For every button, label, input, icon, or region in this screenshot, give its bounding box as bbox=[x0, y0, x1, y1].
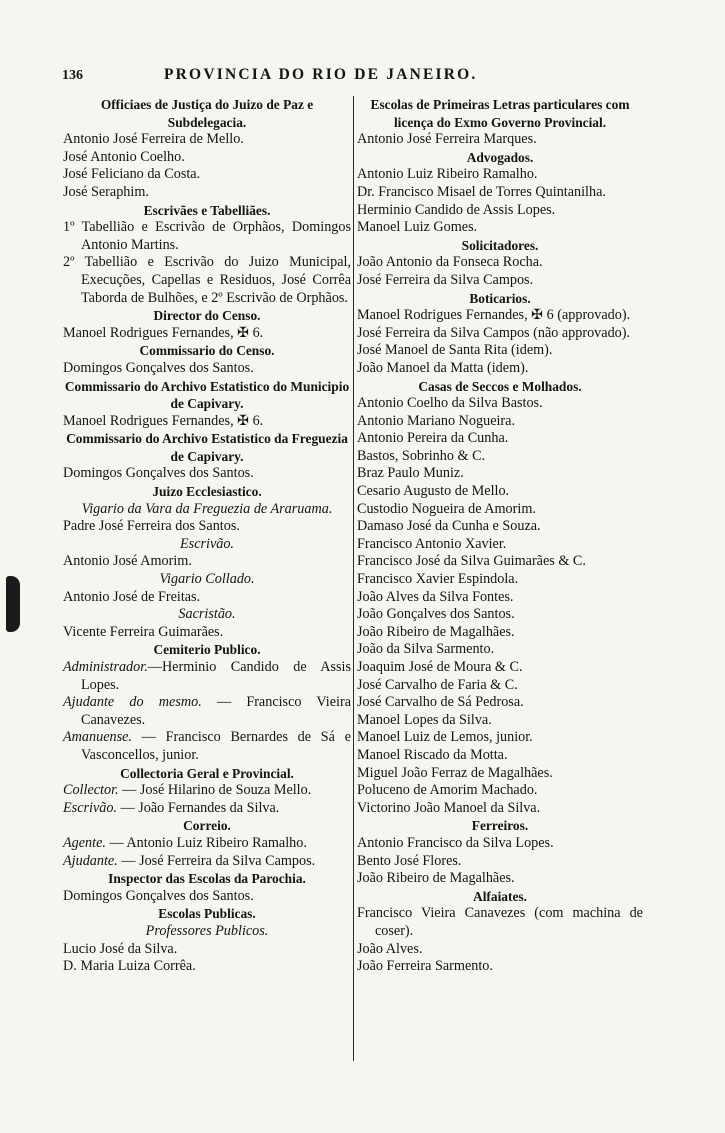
left-section-heading: Commissario do Censo. bbox=[139, 343, 275, 359]
left-italic-subheading: Sacristão. bbox=[178, 606, 236, 623]
right-entry: Braz Paulo Muniz. bbox=[357, 465, 464, 482]
left-italic-subheading: Vigario da Vara da Freguezia de Araruama. bbox=[81, 500, 333, 517]
left-entry: 2º Tabellião e Escrivão do Juizo Municipal, Execuções, Capellas e Residuos, José Corrêa Taborda de Bulhões, e 2º Escrivão de Orphãos. bbox=[63, 254, 351, 306]
office-label: Collector. bbox=[63, 782, 119, 799]
right-entry: Damaso José da Cunha e Souza. bbox=[357, 518, 541, 535]
office-label: Ajudante. bbox=[63, 852, 118, 869]
right-entry: Antonio Pereira da Cunha. bbox=[357, 430, 509, 447]
left-section-heading: Collectoria Geral e Provincial. bbox=[120, 765, 294, 781]
left-section-heading: Commissario do Archivo Estatistico do Municipio de Capivary. bbox=[64, 378, 350, 412]
right-entry: Victorino João Manoel da Silva. bbox=[357, 799, 541, 816]
left-entry: Manoel Rodrigues Fernandes, ✠ 6. bbox=[63, 412, 264, 429]
right-entry: João da Silva Sarmento. bbox=[357, 641, 495, 658]
left-entry: Manoel Rodrigues Fernandes, ✠ 6. bbox=[63, 324, 264, 341]
right-entry: João Alves. bbox=[357, 940, 423, 957]
left-entry: José Antonio Coelho. bbox=[63, 148, 185, 165]
left-entry: José Seraphim. bbox=[63, 183, 149, 200]
right-entry: João Alves da Silva Fontes. bbox=[357, 588, 514, 605]
right-section-heading: Solicitadores. bbox=[461, 237, 539, 253]
left-entry: Lucio José da Silva. bbox=[63, 940, 178, 957]
left-entry: Domingos Gonçalves dos Santos. bbox=[63, 465, 254, 482]
left-labeled-entry bbox=[63, 853, 351, 871]
left-italic-subheading: Professores Publicos. bbox=[145, 922, 269, 939]
office-label: Agente. bbox=[63, 834, 106, 851]
left-italic-subheading: Escrivão. bbox=[180, 535, 234, 552]
right-entry: Bento José Flores. bbox=[357, 852, 462, 869]
left-entry: José Feliciano da Costa. bbox=[63, 166, 201, 183]
left-labeled-entry bbox=[63, 782, 351, 800]
office-holder: — Antonio Luiz Ribeiro Ramalho. bbox=[105, 834, 307, 851]
left-column bbox=[63, 96, 351, 976]
right-entry: Antonio Mariano Nogueira. bbox=[357, 412, 515, 429]
left-section-heading: Inspector das Escolas da Parochia. bbox=[108, 871, 306, 887]
right-entry: Francisco Xavier Espindola. bbox=[357, 571, 519, 588]
running-header bbox=[62, 66, 652, 88]
office-label: Amanuense. bbox=[63, 729, 132, 746]
right-entry: Miguel João Ferraz de Magalhães. bbox=[357, 764, 553, 781]
right-entry: João Manoel da Matta (idem). bbox=[357, 359, 529, 376]
office-holder: — João Fernandes da Silva. bbox=[116, 799, 280, 816]
right-entry: João Ribeiro de Magalhães. bbox=[357, 623, 515, 640]
left-entry: Domingos Gonçalves dos Santos. bbox=[63, 359, 254, 376]
left-entry: Antonio José Ferreira de Mello. bbox=[63, 131, 244, 148]
right-entry: Francisco Vieira Canavezes (com machina de coser). bbox=[357, 905, 643, 939]
office-holder: — Francisco Vieira Canavezes. bbox=[81, 694, 351, 728]
right-entry: Dr. Francisco Misael de Torres Quintanilha. bbox=[357, 183, 606, 200]
right-entry: Bastos, Sobrinho & C. bbox=[357, 447, 486, 464]
right-section-heading: Casas de Seccos e Molhados. bbox=[418, 378, 582, 394]
right-section-heading: Escolas de Primeiras Letras particulares com licença do Exmo Governo Provincial. bbox=[370, 97, 630, 130]
right-entry: Manoel Lopes da Silva. bbox=[357, 711, 492, 728]
column-divider bbox=[353, 96, 354, 1061]
left-section-heading: Cemiterio Publico. bbox=[153, 642, 261, 658]
right-entry: Joaquim José de Moura & C. bbox=[357, 659, 523, 675]
left-labeled-entry bbox=[63, 835, 351, 853]
left-section-heading: Director do Censo. bbox=[153, 308, 261, 324]
right-entry: Herminio Candido de Assis Lopes. bbox=[357, 201, 556, 218]
right-entry: João Ferreira Sarmento. bbox=[357, 958, 493, 975]
left-section-heading: Escrivães e Tabelliães. bbox=[143, 202, 271, 218]
right-entry: Custodio Nogueira de Amorim. bbox=[357, 500, 536, 517]
right-column bbox=[357, 96, 643, 976]
right-entry: Antonio Francisco da Silva Lopes. bbox=[357, 834, 554, 851]
right-entry: Poluceno de Amorim Machado. bbox=[357, 782, 538, 799]
office-label: Administrador. bbox=[63, 659, 148, 675]
right-entry: Antonio Luiz Ribeiro Ramalho. bbox=[357, 166, 538, 183]
right-entry: Manoel Rodrigues Fernandes, ✠ 6 (approvado). bbox=[357, 307, 631, 324]
ink-blot bbox=[6, 576, 20, 632]
left-italic-subheading: Vigario Collado. bbox=[159, 571, 255, 588]
left-labeled-entry bbox=[63, 729, 351, 764]
office-holder: — José Hilarino de Souza Mello. bbox=[118, 782, 312, 799]
right-entry: Antonio Coelho da Silva Bastos. bbox=[357, 395, 543, 412]
right-entry: Manoel Riscado da Motta. bbox=[357, 746, 508, 763]
office-holder: —Herminio Candido de Assis Lopes. bbox=[81, 659, 351, 693]
office-holder: — José Ferreira da Silva Campos. bbox=[117, 852, 316, 869]
left-section-heading: Escolas Publicas. bbox=[158, 906, 256, 922]
left-entry: Domingos Gonçalves dos Santos. bbox=[63, 887, 254, 904]
office-label: Ajudante do mesmo. bbox=[63, 694, 202, 711]
left-entry: D. Maria Luiza Corrêa. bbox=[63, 958, 196, 975]
left-section-heading: Correio. bbox=[183, 818, 231, 834]
right-section-heading: Ferreiros. bbox=[471, 818, 529, 834]
right-entry: Francisco Antonio Xavier. bbox=[357, 535, 507, 552]
right-entry: José Ferreira da Silva Campos (não approvado). bbox=[357, 324, 631, 341]
left-entry: Vicente Ferreira Guimarães. bbox=[63, 623, 224, 640]
left-section-heading: Officiaes de Justiça do Juizo de Paz e Subdelegacia. bbox=[100, 97, 314, 130]
left-labeled-entry bbox=[63, 800, 351, 818]
left-labeled-entry bbox=[63, 659, 351, 694]
right-entry: José Ferreira da Silva Campos. bbox=[357, 271, 534, 288]
left-entry: Padre José Ferreira dos Santos. bbox=[63, 518, 240, 535]
left-labeled-entry bbox=[63, 694, 351, 729]
right-entry: José Carvalho de Faria & C. bbox=[357, 676, 518, 693]
office-holder: — Francisco Bernardes de Sá e Vasconcellos, junior. bbox=[81, 729, 351, 763]
right-entry: José Manoel de Santa Rita (idem). bbox=[357, 342, 553, 359]
right-entry: Manoel Luiz Gomes. bbox=[357, 219, 478, 236]
left-entry: Antonio José Amorim. bbox=[63, 553, 192, 570]
office-label: Escrivão. bbox=[63, 799, 117, 816]
right-section-heading: Advogados. bbox=[466, 149, 534, 165]
right-entry: João Ribeiro de Magalhães. bbox=[357, 870, 515, 887]
right-entry: Cesario Augusto de Mello. bbox=[357, 483, 510, 500]
right-entry: Manoel Luiz de Lemos, junior. bbox=[357, 729, 533, 746]
right-entry: Francisco José da Silva Guimarães & C. bbox=[357, 553, 586, 570]
page-number: 136 bbox=[62, 68, 83, 83]
left-entry: 1º Tabellião e Escrivão de Orphãos, Domingos Antonio Martins. bbox=[63, 219, 351, 253]
right-section-heading: Alfaiates. bbox=[473, 888, 527, 904]
right-section-heading: Boticarios. bbox=[469, 290, 531, 306]
left-entry: Antonio José de Freitas. bbox=[63, 588, 201, 605]
right-entry: José Carvalho de Sá Pedrosa. bbox=[357, 694, 524, 711]
left-section-heading: Commissario do Archivo Estatistico da Freguezia de Capivary. bbox=[66, 431, 348, 464]
right-entry: Antonio José Ferreira Marques. bbox=[357, 131, 537, 148]
page-title: PROVINCIA DO RIO DE JANEIRO. bbox=[164, 66, 478, 83]
left-section-heading: Juizo Ecclesiastico. bbox=[152, 484, 262, 500]
right-entry: João Antonio da Fonseca Rocha. bbox=[357, 254, 543, 271]
right-entry: João Gonçalves dos Santos. bbox=[357, 606, 515, 623]
